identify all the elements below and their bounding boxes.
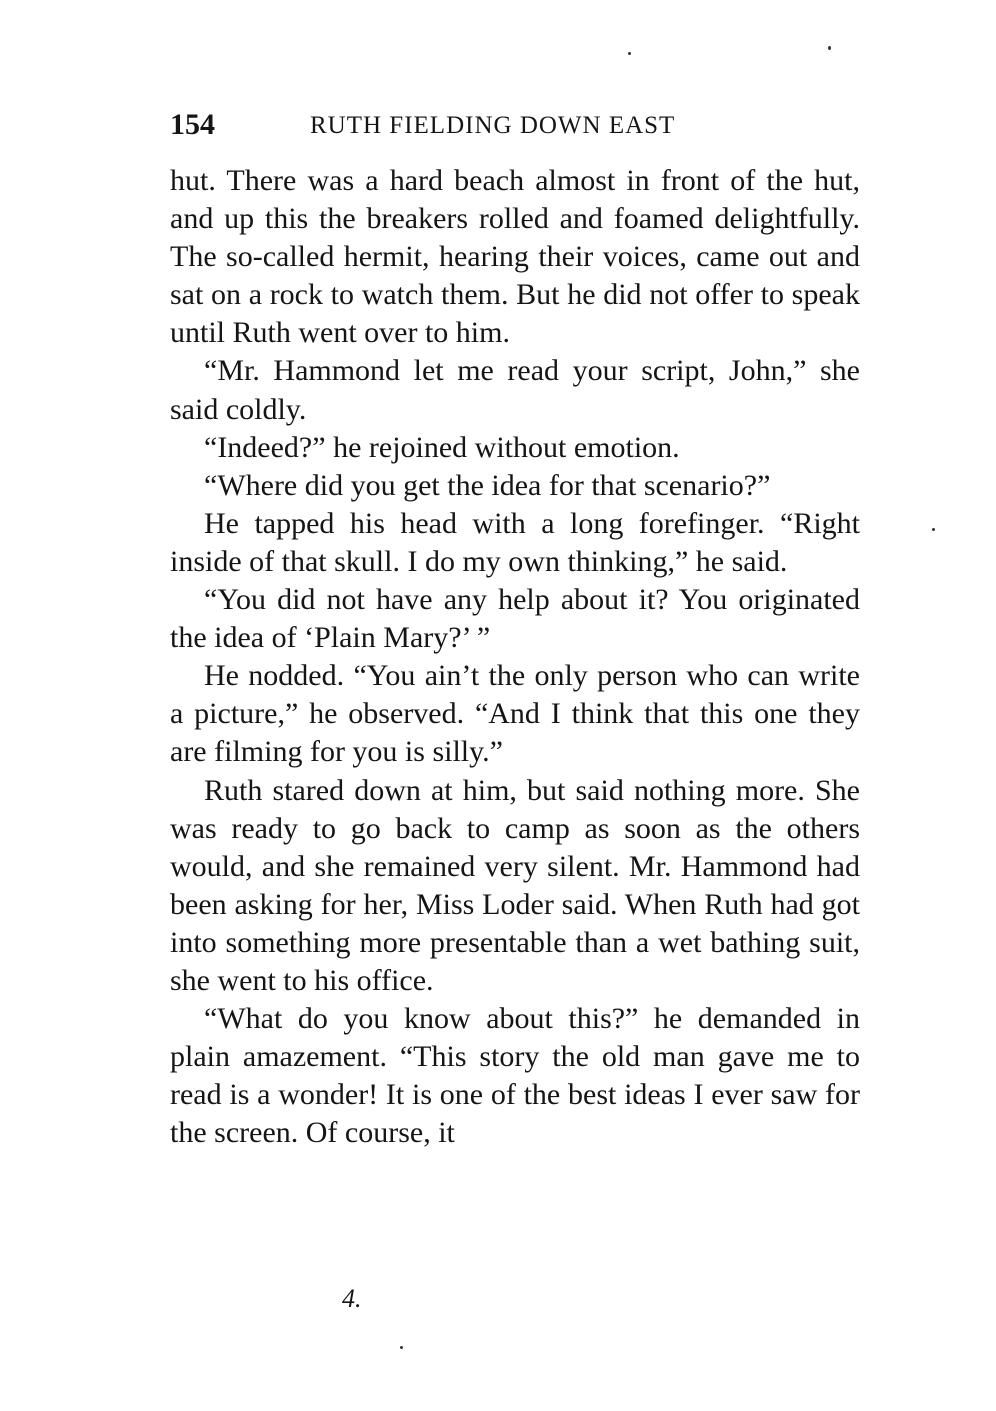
paragraph-6: “You did not have any help about it? You originated the idea of ‘Plain Mary?’ ” xyxy=(170,583,860,655)
paragraph-4: “Where did you get the idea for that scenario?” xyxy=(204,468,771,502)
scan-speck xyxy=(932,528,935,531)
paragraph-3: “Indeed?” he rejoined without emotion. xyxy=(204,430,680,464)
page-number: 154 xyxy=(170,108,215,141)
body-text xyxy=(170,162,860,1152)
paragraph-7: He nodded. “You ain’t the only person who can write a picture,” he observed. “And I think that this one they are filming for you is silly.” xyxy=(170,659,860,769)
signature-mark: 4. xyxy=(342,1284,362,1313)
paragraph-5: He tapped his head with a long forefinger. “Right inside of that skull. I do my own thinking,” he said. xyxy=(170,506,860,578)
scan-speck xyxy=(628,52,631,55)
book-title: RUTH FIELDING DOWN EAST xyxy=(310,112,676,139)
paragraph-9: “What do you know about this?” he demanded in plain amazement. “This story the old man gave me to read is a wonder! It is one of the best ideas I ever saw for the screen. Of course, it xyxy=(170,1002,860,1150)
running-head xyxy=(170,108,860,148)
paragraph-8: Ruth stared down at him, but said nothing more. She was ready to go back to camp as soon as the others would, and she remained very silent. Mr. Hammond had been asking for her, Miss Loder said. When Ruth had got into something more presentable than a wet bathing suit, she went to his office. xyxy=(170,773,860,997)
paragraph-1: hut. There was a hard beach almost in front of the hut, and up this the breakers rolled and foamed delightfully. The so-called hermit, hearing their voices, came out and sat on a rock to watch them. But he did not offer to speak until Ruth went over to him. xyxy=(170,164,860,350)
scan-speck xyxy=(828,46,831,50)
paragraph-2: “Mr. Hammond let me read your script, John,” she said coldly. xyxy=(170,354,860,426)
scan-speck xyxy=(400,1346,403,1349)
